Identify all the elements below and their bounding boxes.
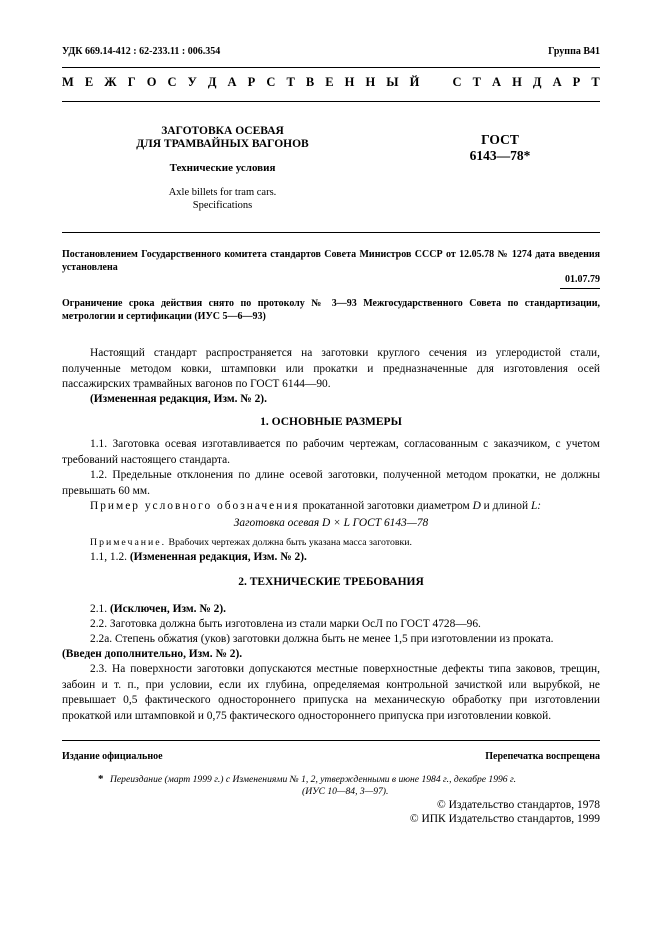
example-label: Пример условного обозначения <box>90 500 300 512</box>
var-length: L: <box>530 500 542 512</box>
gost-number <box>450 132 550 163</box>
change-text: (Измененная редакция, Изм. № 2). <box>129 551 307 563</box>
banner-letter: С <box>167 75 177 89</box>
gost-label: ГОСТ <box>481 132 519 147</box>
banner-letter: У <box>187 75 197 89</box>
banner-letter: Г <box>127 75 136 89</box>
date-rule <box>560 288 600 289</box>
banner-letter: Р <box>247 75 256 89</box>
document-subtitle: Технические условия <box>169 162 276 174</box>
group-code: Группа В41 <box>548 46 600 57</box>
banner-letter: Н <box>365 75 376 89</box>
section-1-change-note <box>90 550 307 566</box>
designation-formula: Заготовка осевая D × L ГОСТ 6143—78 <box>233 517 429 529</box>
example-text: прокатанной заготовки диаметром <box>302 500 470 512</box>
gost-code: 6143—78* <box>469 147 531 163</box>
banner-rule <box>62 101 600 102</box>
reprint-prohibited: Перепечатка воспрещена <box>485 751 600 762</box>
english-title-line-1: Axle billets for tram cars. <box>168 187 277 198</box>
clause-1-2: 1.2. Предельные отклонения по длине осевой заготовки, полученной методом прокатки, не должны превышать 60 мм. <box>62 469 600 497</box>
copyright-1999: © ИПК Издательство стандартов, 1999 <box>409 813 600 825</box>
clause-2-2a-note: (Введен дополнительно, Изм. № 2). <box>62 648 243 660</box>
note <box>90 537 412 548</box>
reissue-line-1: Переиздание (март 1999 г.) с Изменениями № 1, 2, утвержденными в июне 1984 г., декабре 1996 г. <box>110 774 517 785</box>
banner-letter: А <box>227 75 237 89</box>
designation-example <box>90 499 600 515</box>
footnote-star: * <box>98 773 104 785</box>
banner-letter: Т <box>472 75 481 89</box>
english-title-line-2: Specifications <box>192 200 253 211</box>
banner-letter: Р <box>572 75 581 89</box>
clause-2-1-number: 2.1. <box>90 603 108 615</box>
top-rule <box>62 67 600 68</box>
var-diameter: D <box>472 500 481 512</box>
validity-limit-text: Ограничение срока действия снято по протоколу № 3—93 Межгосударственного Совета по стандартизации, метрологии и сертификации (ИУС 5—6—93) <box>62 298 600 322</box>
title-rule <box>62 232 600 233</box>
banner-letter: Н <box>344 75 355 89</box>
decree-date: 01.07.79 <box>565 274 600 285</box>
clause-2-1-text: (Исключен, Изм. № 2). <box>109 603 226 615</box>
note-label: Примечание. <box>90 537 167 548</box>
clause-2-2: 2.2. Заготовка должна быть изготовлена из стали марки ОсЛ по ГОСТ 4728—96. <box>90 618 481 630</box>
banner-letter: Й <box>409 75 420 89</box>
example-and-length: и длиной <box>483 500 529 512</box>
clause-2-1 <box>90 602 226 618</box>
copyright-1978: © Издательство стандартов, 1978 <box>436 799 600 811</box>
note-text: Врабочих чертежах должна быть указана масса заготовки. <box>168 537 412 548</box>
banner-letter: Т <box>591 75 600 89</box>
banner-letter: Е <box>325 75 334 89</box>
banner-letter: С <box>266 75 276 89</box>
reissue-line-2: (ИУС 10—84, 3—97). <box>302 786 389 797</box>
banner-letter: А <box>492 75 502 89</box>
banner-letter: В <box>305 75 315 89</box>
banner-letter: С <box>452 75 462 89</box>
interstate-standard-banner <box>62 75 600 90</box>
banner-letter: А <box>552 75 562 89</box>
clause-2-2a: 2.2а. Степень обжатия (уков) заготовки должна быть не менее 1,5 при изготовлении из проката. <box>90 633 554 645</box>
banner-letter: Ы <box>386 75 399 89</box>
official-edition: Издание официальное <box>62 751 163 762</box>
banner-letter: М <box>62 75 74 89</box>
banner-letter: Н <box>512 75 522 89</box>
english-title <box>110 186 335 212</box>
banner-letter: О <box>146 75 157 89</box>
clause-2-3: 2.3. На поверхности заготовки допускаются местные поверхностные дефекты типа заковов, трещин, забоин и т. п., при условии, если их глубина, определяемая контрольной зачисткой или вырубкой, не превышает 0,5 фактического одностороннего припуска на механическую обработку при изготовлении прокаткой или штамповкой и 0,75 фактического одностороннего припуска при изготовлении ковкой. <box>62 663 600 722</box>
banner-letter: Е <box>84 75 94 89</box>
section-2-title: 2. ТЕХНИЧЕСКИЕ ТРЕБОВАНИЯ <box>238 576 424 588</box>
banner-letter: Т <box>286 75 295 89</box>
title-line-1: ЗАГОТОВКА ОСЕВАЯ <box>161 125 284 137</box>
document-title <box>110 125 335 151</box>
banner-letter: Д <box>207 75 217 89</box>
intro-paragraph: Настоящий стандарт распространяется на заготовки круглого сечения из углеродистой стали, полученные методом ковки, штамповки или прокатки и предназначенные для изготовления осей пассажирских трамвайных вагонов по ГОСТ 6144—90. <box>62 347 600 391</box>
udk-code: УДК 669.14-412 : 62-233.11 : 006.354 <box>62 46 221 57</box>
title-line-2: ДЛЯ ТРАМВАЙНЫХ ВАГОНОВ <box>136 138 309 150</box>
decree-text: Постановлением Государственного комитета стандартов Совета Министров СССР от 12.05.78 № 1274 дата введения установлена <box>62 249 600 273</box>
clause-1-1: 1.1. Заготовка осевая изготавливается по рабочим чертежам, согласованным с заказчиком, с учетом требований настоящего стандарта. <box>62 438 600 466</box>
section-1-title: 1. ОСНОВНЫЕ РАЗМЕРЫ <box>260 416 402 428</box>
footer-rule <box>62 740 600 741</box>
banner-letter: Д <box>532 75 542 89</box>
change-ref: 1.1, 1.2. <box>90 551 128 563</box>
intro-change-note: (Измененная редакция, Изм. № 2). <box>90 393 267 405</box>
banner-letter: Ж <box>104 75 117 89</box>
